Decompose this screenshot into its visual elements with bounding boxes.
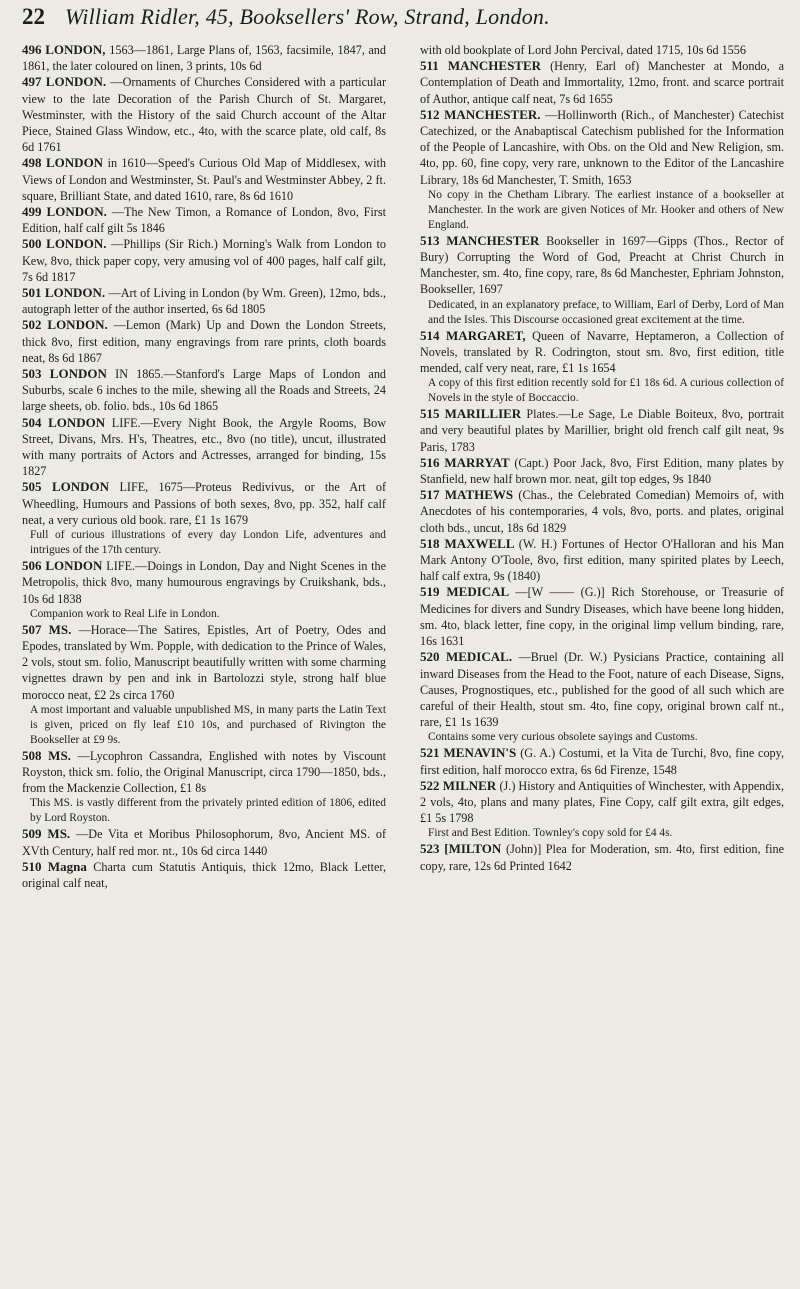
entry-heading: 523 [MILTON [420, 841, 507, 857]
entry-heading: 497 LONDON. [22, 74, 111, 90]
entry-heading: 500 LONDON. [22, 236, 112, 252]
catalogue-entry [22, 236, 386, 285]
entry-note: Full of curious illustrations of every day London Life, adventures and intrigues of the 17th century. [30, 529, 386, 557]
catalogue-entry [420, 233, 784, 298]
running-title: William Ridler, 45, Booksellers' Row, Strand, London. [65, 4, 550, 29]
entry-note: This MS. is vastly different from the privately printed edition of 1806, edited by Lord Royston. [30, 797, 386, 825]
entry-heading: 520 MEDICAL. [420, 649, 519, 665]
catalogue-entry [22, 285, 386, 317]
catalogue-entry [22, 366, 386, 415]
entry-note: A copy of this first edition recently sold for £1 18s 6d. A curious collection of Novels in the style of Boccaccio. [428, 377, 784, 405]
entry-text: Plates.—Le Sage, Le Diable Boiteux, 8vo, portrait and very beautiful plates by Marillier, bright old french calf gilt neat, 9s Paris, 1783 [420, 407, 784, 454]
catalogue-entry [22, 74, 386, 155]
entry-text: —Ornaments of Churches Considered with a particular view to the late Decoration of the Parish Church of St. Margaret, Westminster, with the History of the said Church account of the Altar Piece, Stained Glass Window, etc., 4to, with the scarce plate, old calf, 8s 6d 1761 [22, 75, 386, 155]
entry-text: —Art of Living in London (by Wm. Green), 12mo, bds., autograph letter of the author inserted, 6s 6d 1805 [22, 286, 386, 317]
entry-text: (G. A.) Costumi, et la Vita de Turchi, 8vo, fine copy, first edition, half morocco extra, 6s 6d Firenze, 1548 [420, 746, 784, 777]
entry-heading: 506 LONDON [22, 558, 107, 574]
entry-heading: 511 MANCHESTER [420, 58, 551, 74]
catalogue-entry [420, 584, 784, 649]
catalogue-entry [22, 42, 386, 74]
entry-heading: 515 MARILLIER [420, 406, 527, 422]
entry-text: —The New Timon, a Romance of London, 8vo, First Edition, half calf gilt 5s 1846 [22, 205, 386, 236]
catalogue-entry [22, 622, 386, 703]
entry-heading: 499 LONDON. [22, 204, 112, 220]
entry-text: with old bookplate of Lord John Percival, dated 1715, 10s 6d 1556 [420, 43, 746, 57]
entry-heading: 507 MS. [22, 621, 79, 637]
entry-note: Contains some very curious obsolete sayings and Customs. [428, 731, 698, 744]
entry-note: No copy in the Chetham Library. The earliest instance of a bookseller at Manchester. In the work are given Notices of Mr. Hooker and others of New England. [428, 188, 784, 231]
entry-note: Companion work to Real Life in London. [30, 607, 220, 620]
entry-note: Dedicated, in an explanatory preface, to William, Earl of Derby, Lord of Man and the Isles. This Discourse occasioned great excitement at the time. [428, 298, 784, 326]
entry-heading: 521 MENAVIN'S [420, 745, 521, 761]
catalogue-entry [420, 455, 784, 487]
entry-heading: 522 MILNER [420, 777, 500, 793]
page-header [22, 4, 784, 32]
entry-text: (Capt.) Poor Jack, 8vo, First Edition, many plates by Stanfield, new half brown mor. neat, gilt top edges, 9s 1840 [420, 455, 784, 487]
entry-text: Charta cum Statutis Antiquis, thick 12mo, Black Letter, original calf neat, [22, 859, 386, 890]
catalogue-entry [22, 558, 386, 607]
catalogue-entry [420, 745, 784, 777]
columns [22, 42, 784, 1274]
entry-note: First and Best Edition. Townley's copy sold for £4 4s. [428, 827, 673, 840]
page-number: 22 [22, 4, 45, 29]
entry-heading: 496 LONDON, [22, 42, 110, 57]
entry-note: A most important and valuable unpublished MS, in many parts the Latin Text is given, priced on fly leaf £10 10s, and purchased of Rivington the Bookseller at £9 9s. [30, 703, 386, 746]
entry-heading: 501 LONDON. [22, 285, 109, 301]
entry-heading: 518 MAXWELL [420, 535, 519, 551]
left-column [22, 42, 386, 1274]
entry-text: —[W —— (G.)] Rich Storehouse, or Treasurie of Medicines for divers and Sundry Diseases, which have beene long hidden, sm. 4to, black letter, fine copy, in the original limp vellum binding, rare, 16s 1631 [420, 585, 784, 649]
catalogue-entry [420, 107, 784, 188]
catalogue-entry [22, 826, 386, 858]
entry-text: (John)] Plea for Moderation, sm. 4to, first edition, fine copy, rare, 12s 6d Printed 1642 [420, 842, 784, 873]
entry-heading: 517 MATHEWS [420, 487, 519, 503]
entry-heading: 498 LONDON [22, 155, 108, 171]
catalogue-entry [22, 479, 386, 528]
entry-text: (W. H.) Fortunes of Hector O'Halloran and his Man Mark Antony O'Toole, 8vo, first edition, many spirited plates by Leech, half calf extra, 9s (1840) [420, 536, 784, 584]
catalogue-entry [420, 841, 784, 873]
catalogue-entry [420, 328, 784, 377]
entry-text: LIFE, 1675—Proteus Redivivus, or the Art of Wheedling, Humours and Passions of both sexes, 8vo, pp. 352, half calf neat, a very curious old book. rare, £1 1s 1679 [22, 480, 386, 527]
entry-heading: 509 MS. [22, 826, 77, 842]
catalogue-entry [420, 487, 784, 536]
catalogue-entry [22, 204, 386, 236]
entry-text: —Lycophron Cassandra, Englished with notes by Viscount Royston, thick sm. folio, the Original Manuscript, circa 1790—1850, bds., from the Mackenzie Collection, £1 8s [22, 748, 386, 796]
entry-text: —Hollinworth (Rich., of Manchester) Catechist Catechized, or the Anabaptiscal Catechism published for the Information of the People of Lancashire, with Obs. on the Old and New Religion, sm. 4to, pp. 60, fine copy, very rare, unknown to the Editor of the Lancashire Library, 18s 6d Manchester, T. Smith, 1653 [420, 107, 784, 187]
entry-text: IN 1865.—Stanford's Large Maps of London and Suburbs, scale 6 inches to the mile, shewing all the Roads and Streets, 24 large sheets, ob. folio. bds., 10s 6d 1865 [22, 367, 386, 414]
catalogue-entry [420, 536, 784, 585]
right-column [420, 42, 784, 1274]
entry-text: (J.) History and Antiquities of Winchester, with Appendix, 2 vols, 4to, plans and many plates, Fine Copy, calf gilt extra, gilt edges, £1 5s 1798 [420, 778, 784, 826]
entry-text: (Henry, Earl of) Manchester at Mondo, a Contemplation of Death and Immortality, 12mo, front. and scarce portrait of Author, antique calf neat, 7s 6d 1655 [420, 59, 784, 106]
catalogue-entry [22, 155, 386, 204]
entry-heading: 512 MANCHESTER. [420, 106, 546, 122]
entry-heading: 508 MS. [22, 747, 78, 763]
entry-text: —Horace—The Satires, Epistles, Art of Poetry, Odes and Epodes, translated by Wm. Popple, with dedication to the Prince of Wales, 2 vols, stout sm. folio, Manuscript beautifully written with some charming vignettes drawn by pen and ink in Bartolozzi style, strong half blue morocco neat, £2 2s circa 1760 [22, 622, 386, 702]
entry-heading: 505 LONDON [22, 479, 120, 495]
entry-text: Bookseller in 1697—Gipps (Thos., Rector of Bury) Corrupting the Word of God, Preacht at Christ Church in Manchester, sm. 4to, fine copy, rare, 8s 6d Manchester, Ephriam Johnston, Bookseller, 1697 [420, 233, 784, 297]
entry-heading: 502 LONDON. [22, 317, 114, 333]
entry-text: —Bruel (Dr. W.) Pysicians Practice, containing all inward Diseases from the Head to the Foot, nature of each Disease, Signs, Causes, Prognostiques, etc., published for the good of all such which are careful of their Health, stout sm. 4to, fine copy, original brown calf nt., rare, £1 1s 1639 [420, 650, 784, 730]
catalogue-entry [420, 58, 784, 107]
entry-text: —Phillips (Sir Rich.) Morning's Walk from London to Kew, 8vo, thick paper copy, very amusing vol of 400 pages, half calf gilt, 7s 6d 1817 [22, 237, 386, 284]
entry-heading: 503 LONDON [22, 366, 116, 382]
catalogue-entry [420, 42, 784, 58]
catalogue-entry [22, 317, 386, 366]
entry-text: LIFE.—Doings in London, Day and Night Scenes in the Metropolis, thick 8vo, many humourous engravings by Cruikshank, bds., 10s 6d 1838 [22, 559, 386, 606]
catalogue-entry [22, 748, 386, 797]
entry-heading: 510 Magna [22, 858, 94, 874]
catalogue-entry [420, 406, 784, 455]
catalogue-entry [420, 649, 784, 730]
catalogue-entry [22, 859, 386, 891]
entry-heading: 516 MARRYAT [420, 454, 515, 470]
catalogue-entry [22, 415, 386, 480]
entry-text: LIFE.—Every Night Book, the Argyle Rooms, Bow Street, Divans, Mrs. H's, Theatres, etc., 8vo (no title), uncut, illustrated with many portraits of Actors and Actresses, arranged for binding, 15s 1827 [22, 415, 386, 479]
entry-text: —Lemon (Mark) Up and Down the London Streets, thick 8vo, first edition, many engravings from rare prints, cloth boards neat, 8s 6d 1867 [22, 318, 386, 365]
entry-heading: 513 MANCHESTER [420, 232, 547, 248]
entry-heading: 504 LONDON [22, 414, 112, 430]
entry-text: (Chas., the Celebrated Comedian) Memoirs of, with Anecdotes of his contemporaries, 4 vols, 8vo, ports. and plates, original cloth bds., uncut, 18s 6d 1829 [420, 488, 784, 535]
entry-text: in 1610—Speed's Curious Old Map of Middlesex, with Views of London and Westminster, St. Paul's and Westminster Abbey, 2 ft. square, Brilliant State, and dated 1610, rare, 8s 6d 1610 [22, 156, 386, 203]
entry-text: —De Vita et Moribus Philosophorum, 8vo, Ancient MS. of XVth Century, half red mor. nt., 10s 6d circa 1440 [22, 827, 386, 858]
entry-heading: 514 MARGARET, [420, 327, 533, 343]
entry-text: Queen of Navarre, Heptameron, a Collection of Novels, translated by R. Codrington, stout sm. 8vo, first edition, title mended, calf very neat, rare, £1 1s 1654 [420, 328, 784, 376]
catalogue-entry [420, 778, 784, 827]
entry-text: 1563—1861, Large Plans of, 1563, facsimile, 1847, and 1861, the later coloured on linen, 3 prints, 10s 6d [22, 43, 386, 74]
entry-heading: 519 MEDICAL [420, 584, 516, 600]
